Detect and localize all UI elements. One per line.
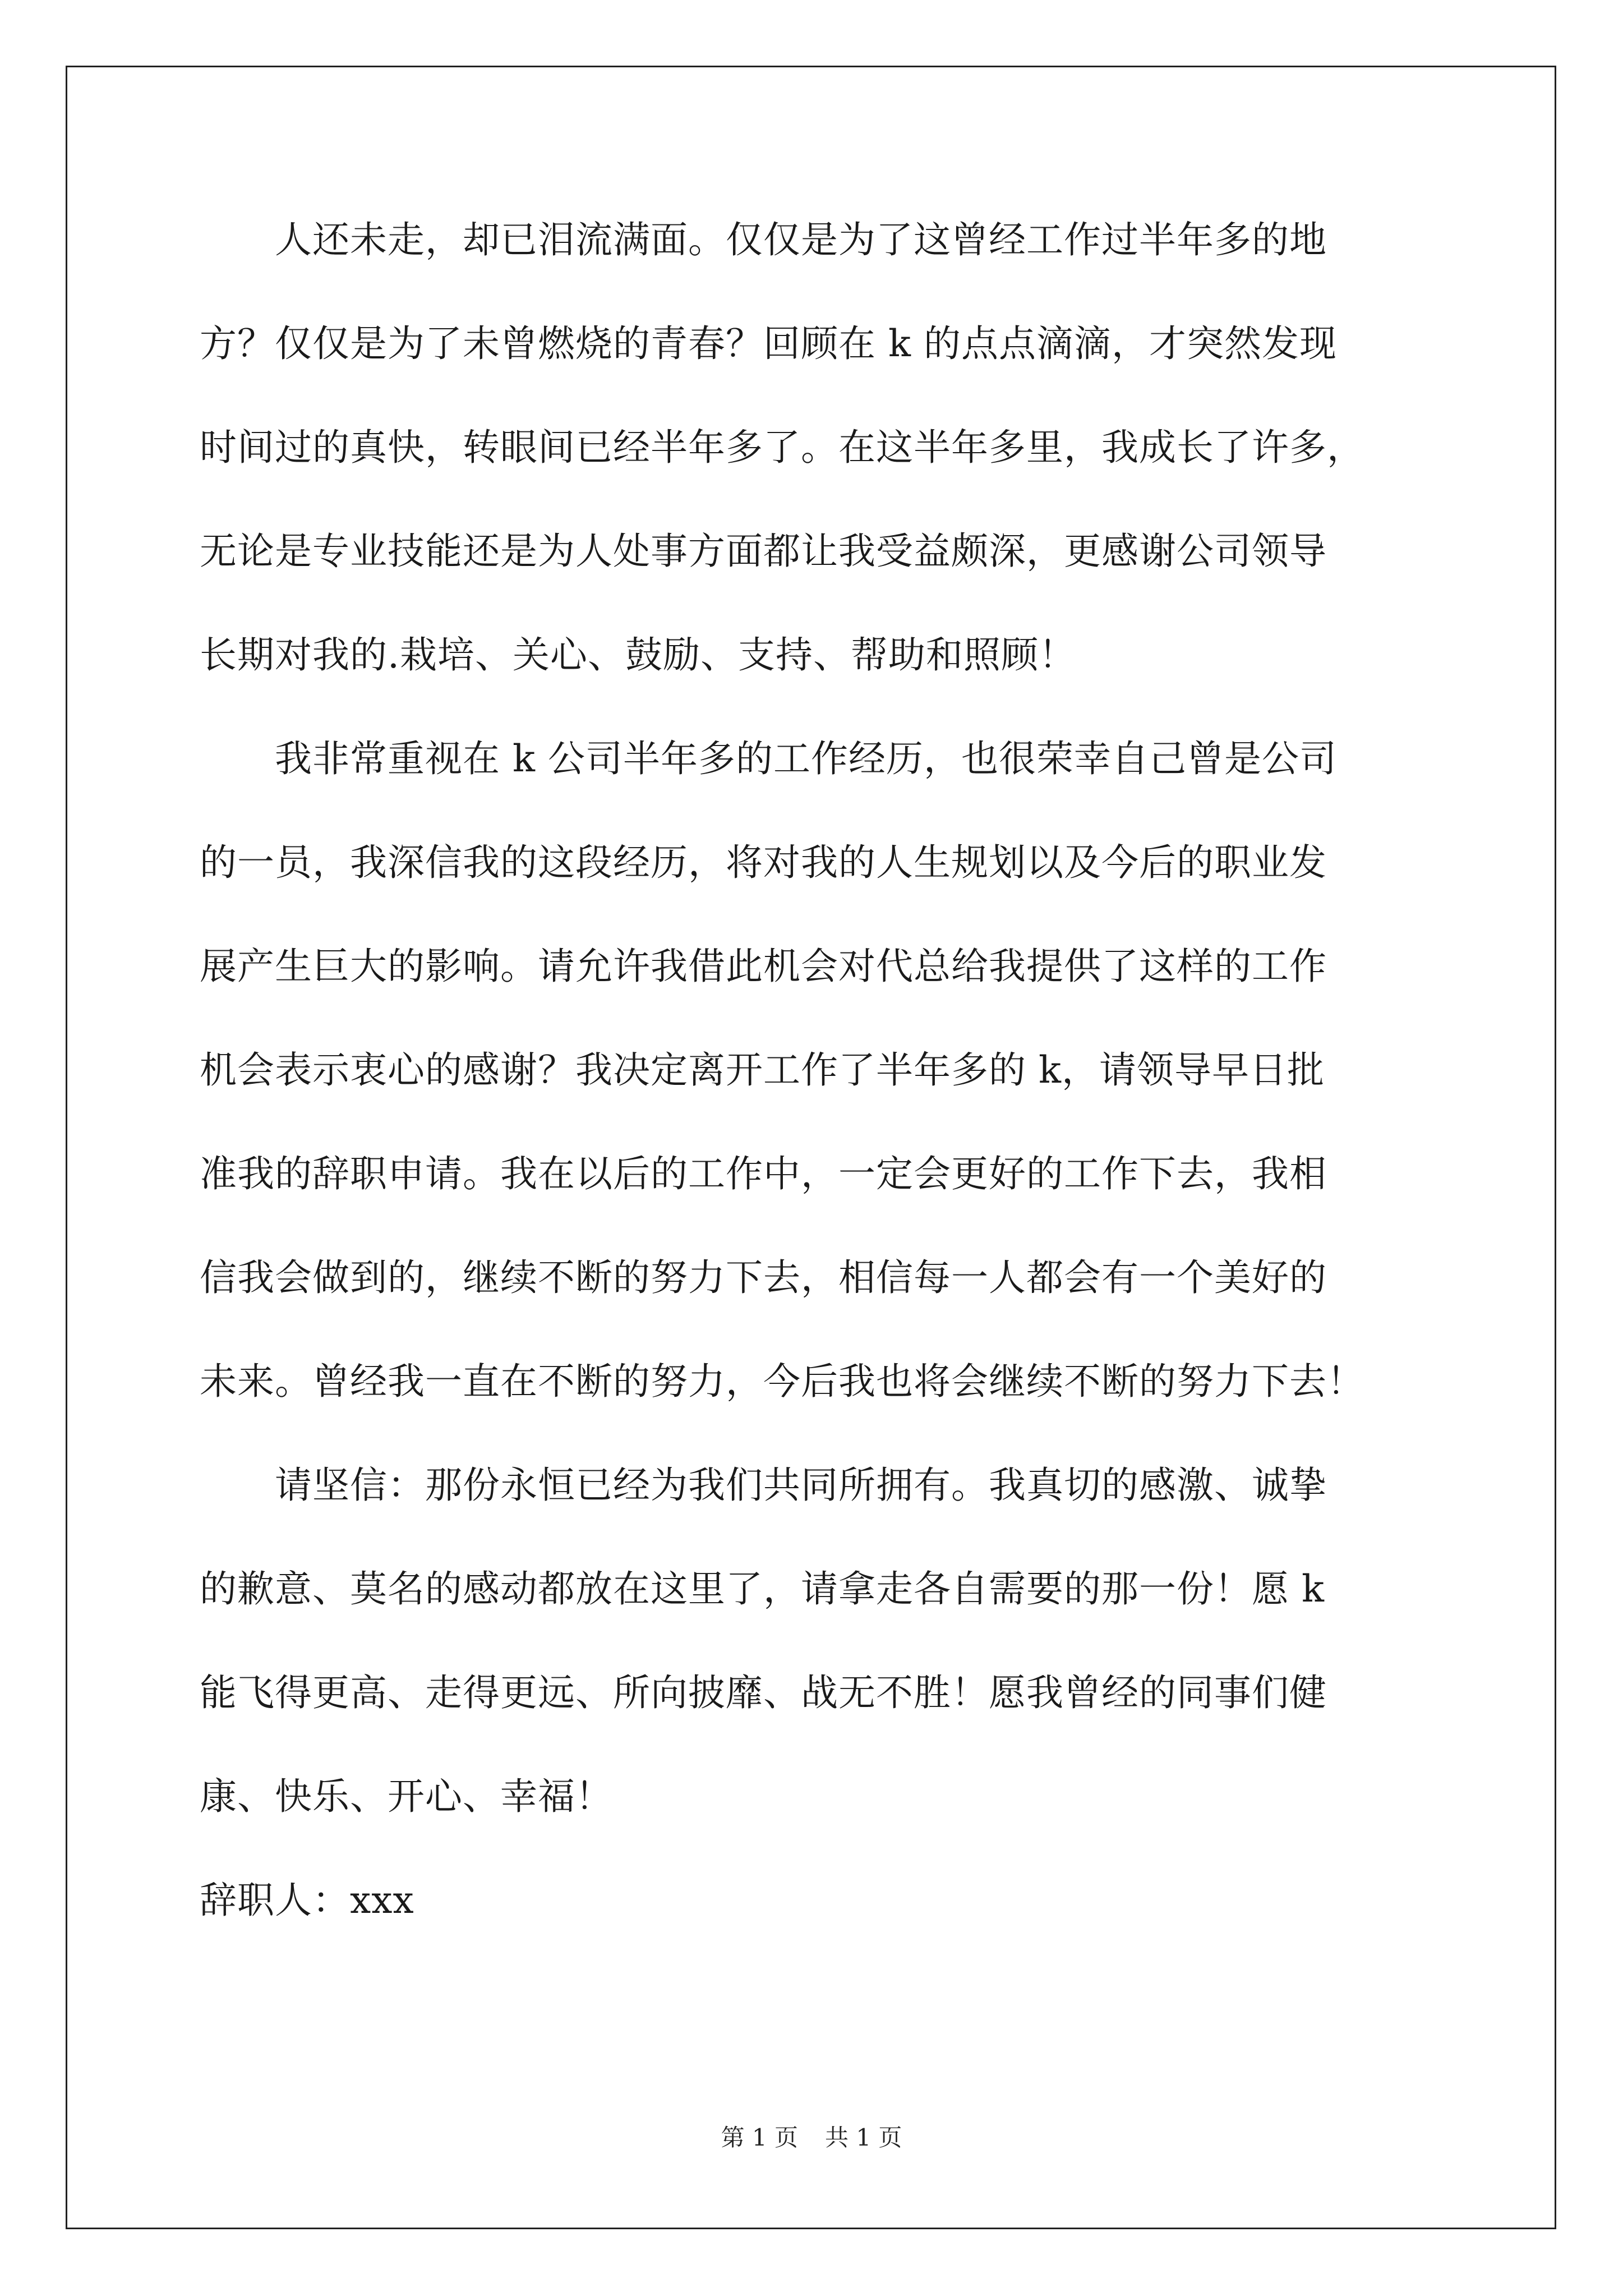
- text-line-7: 的一员，我深信我的这段经历，将对我的人生规划以及今后的职业发: [200, 841, 1327, 884]
- text-line-3: 时间过的真快，转眼间已经半年多了。在这半年多里，我成长了许多，: [200, 426, 1364, 469]
- text-line-12: 未来。曾经我一直在不断的努力，今后我也将会继续不断的努力下去！: [200, 1360, 1364, 1403]
- text-line-8: 展产生巨大的影响。请允许我借此机会对代总给我提供了这样的工作: [200, 945, 1327, 988]
- text-line-10: 准我的辞职申请。我在以后的工作中，一定会更好的工作下去，我相: [200, 1152, 1327, 1195]
- page-footer: [0, 2119, 1623, 2153]
- text-line-16: 康、快乐、开心、幸福！: [200, 1775, 613, 1818]
- text-line-15: 能飞得更高、走得更远、所向披靡、战无不胜！愿我曾经的同事们健: [200, 1671, 1327, 1714]
- page-total: 共 1 页: [825, 2124, 902, 2151]
- text-line-9: 机会表示衷心的感谢？我决定离开工作了半年多的 k，请领导早日批: [200, 1048, 1325, 1092]
- page-number: 第 1 页: [721, 2124, 798, 2151]
- text-line-5: 长期对我的.栽培、关心、鼓励、支持、帮助和照顾！: [200, 633, 1076, 677]
- signature-line: 辞职人：xxx: [200, 1879, 414, 1922]
- text-line-11: 信我会做到的，继续不断的努力下去，相信每一人都会有一个美好的: [200, 1256, 1327, 1299]
- text-line-2: 方？仅仅是为了未曾燃烧的青春？回顾在 k 的点点滴滴，才突然发现: [200, 322, 1337, 365]
- text-line-14: 的歉意、莫名的感动都放在这里了，请拿走各自需要的那一份！愿 k: [200, 1567, 1325, 1611]
- text-line-13: 请坚信：那份永恒已经为我们共同所拥有。我真切的感激、诚挚: [200, 1464, 1327, 1507]
- text-line-6: 我非常重视在 k 公司半年多的工作经历，也很荣幸自己曾是公司: [200, 737, 1337, 780]
- text-line-1: 人还未走，却已泪流满面。仅仅是为了这曾经工作过半年多的地: [200, 218, 1327, 261]
- text-line-4: 无论是专业技能还是为人处事方面都让我受益颇深，更感谢公司领导: [200, 530, 1327, 573]
